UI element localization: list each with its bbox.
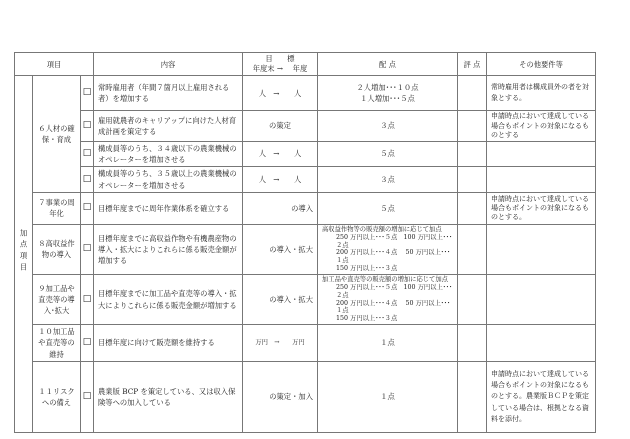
other-cell — [487, 141, 596, 167]
points-intro: 高収益作物等の販売額の増加に応じて加点 — [322, 225, 442, 233]
header-target — [243, 53, 318, 76]
checkbox[interactable]: □ — [81, 192, 94, 224]
content-cell: 常時雇用者（年間７箇月以上雇用される者）を増加する — [94, 76, 243, 111]
table-row — [15, 362, 596, 433]
points-cell — [318, 224, 458, 274]
content-cell: 構成員等のうち、３５歳以上の農業機械のオペレーターを増加させる — [94, 167, 243, 193]
checkbox[interactable]: □ — [81, 224, 94, 274]
checkbox[interactable]: □ — [81, 111, 94, 141]
target-cell[interactable]: 万円 → 万円 — [243, 325, 318, 362]
content-cell: 目標年度までに周年作業体系を確立する — [94, 192, 243, 224]
table-row — [15, 224, 596, 274]
score-cell[interactable] — [458, 224, 487, 274]
table-row — [15, 192, 596, 224]
content-cell: 目標年度までに加工品や直売等の導入・拡大によりこれらに係る販売金額が増加する — [94, 275, 243, 325]
target-cell[interactable]: の策定 — [243, 111, 318, 141]
header-row — [15, 53, 596, 76]
item-label: ８高収益作物の導入 — [33, 224, 81, 274]
score-cell[interactable] — [458, 275, 487, 325]
target-cell[interactable]: の策定・加入 — [243, 362, 318, 433]
table-row — [15, 141, 596, 167]
content-cell: 農業版 BCP を策定している、又は収入保険等への加入している — [94, 362, 243, 433]
score-cell[interactable] — [458, 325, 487, 362]
other-cell: 申請時点において達成している場合もポイントの対象になるものとする。 — [487, 192, 596, 224]
content-cell: 構成員等のうち、３４歳以下の農業機械のオペレーターを増加させる — [94, 141, 243, 167]
checkbox[interactable]: □ — [81, 275, 94, 325]
header-score: 評 点 — [458, 53, 487, 76]
other-cell — [487, 325, 596, 362]
target-cell[interactable]: の導入・拡大 — [243, 275, 318, 325]
points-cell: １点 — [318, 325, 458, 362]
header-item: 項目 — [15, 53, 94, 76]
content-cell: 雇用就農者のキャリアップに向けた人材育成計画を策定する — [94, 111, 243, 141]
table-row — [15, 167, 596, 193]
item-label: １０加工品や直売等の維持 — [33, 325, 81, 362]
points-cell: ５点 — [318, 141, 458, 167]
category-text: 加点項目 — [19, 228, 29, 274]
points-line: 250 万円以上･･･５点 100 万円以上･･･２点 — [336, 283, 453, 299]
other-cell: 申請時点において達成している場合もポイントの対象になるものとする。農業版ＢＣＰを策定している場合は、根拠となる資料を添付。 — [487, 362, 596, 433]
target-cell[interactable]: の導入 — [243, 192, 318, 224]
other-cell: 常時雇用者は構成員外の者を対象とする。 — [487, 76, 596, 111]
points-cell: ５点 — [318, 192, 458, 224]
points-line: ２人増加･･･１０点 — [356, 83, 419, 93]
table-row — [15, 325, 596, 362]
points-cell: １点 — [318, 362, 458, 433]
checkbox[interactable]: □ — [81, 167, 94, 193]
points-line: １人増加･･･５点 — [360, 94, 415, 104]
points-cell: ３点 — [318, 167, 458, 193]
checkbox[interactable]: □ — [81, 141, 94, 167]
header-target-title: 目 標 — [265, 54, 295, 63]
points-intro: 加工品や直売等の販売額の増加に応じて加点 — [322, 276, 448, 284]
item-label: ９加工品や直売等の導入･拡大 — [33, 275, 81, 325]
score-cell[interactable] — [458, 167, 487, 193]
score-cell[interactable] — [458, 141, 487, 167]
points-cell — [318, 275, 458, 325]
other-cell — [487, 224, 596, 274]
scoring-table — [14, 52, 596, 433]
item-label: １１リスクへの備え — [33, 362, 81, 433]
header-target-sub: 年度末 → 年度 — [252, 64, 308, 74]
checkbox[interactable]: □ — [81, 362, 94, 433]
content-cell: 目標年度に向けて販売額を維持する — [94, 325, 243, 362]
score-cell[interactable] — [458, 362, 487, 433]
content-cell: 目標年度までに高収益作物や有機農産物の導入・拡大によりこれらに係る販売金額が増加する — [94, 224, 243, 274]
points-line: 200 万円以上･･･４点 50 万円以上･･･１点 — [336, 249, 451, 265]
table-row — [15, 76, 596, 111]
points-line: 150 万円以上･･･３点 — [336, 315, 398, 323]
score-cell[interactable] — [458, 192, 487, 224]
points-cell — [318, 76, 458, 111]
other-cell — [487, 275, 596, 325]
target-cell[interactable]: 人 → 人 — [243, 141, 318, 167]
header-other: その他要件等 — [487, 53, 596, 76]
target-cell[interactable]: 人 → 人 — [243, 167, 318, 193]
other-cell: 申請時点において達成している場合もポイントの対象になるものとする — [487, 111, 596, 141]
header-content: 内容 — [94, 53, 243, 76]
score-cell[interactable] — [458, 76, 487, 111]
header-points: 配 点 — [318, 53, 458, 76]
target-cell[interactable]: の導入・拡大 — [243, 224, 318, 274]
target-cell[interactable]: 人 → 人 — [243, 76, 318, 111]
item-label: ６人材の確保・育成 — [33, 76, 81, 192]
checkbox[interactable]: □ — [81, 76, 94, 111]
points-cell: ３点 — [318, 111, 458, 141]
points-line: 150 万円以上･･･３点 — [336, 265, 398, 273]
table-row — [15, 275, 596, 325]
other-cell — [487, 167, 596, 193]
category-label — [15, 76, 33, 433]
table-row — [15, 111, 596, 141]
points-line: 200 万円以上･･･４点 50 万円以上･･･１点 — [336, 299, 451, 315]
item-label: ７事業の周年化 — [33, 192, 81, 224]
checkbox[interactable]: □ — [81, 325, 94, 362]
score-cell[interactable] — [458, 111, 487, 141]
points-line: 250 万円以上･･･５点 100 万円以上･･･２点 — [336, 233, 453, 249]
